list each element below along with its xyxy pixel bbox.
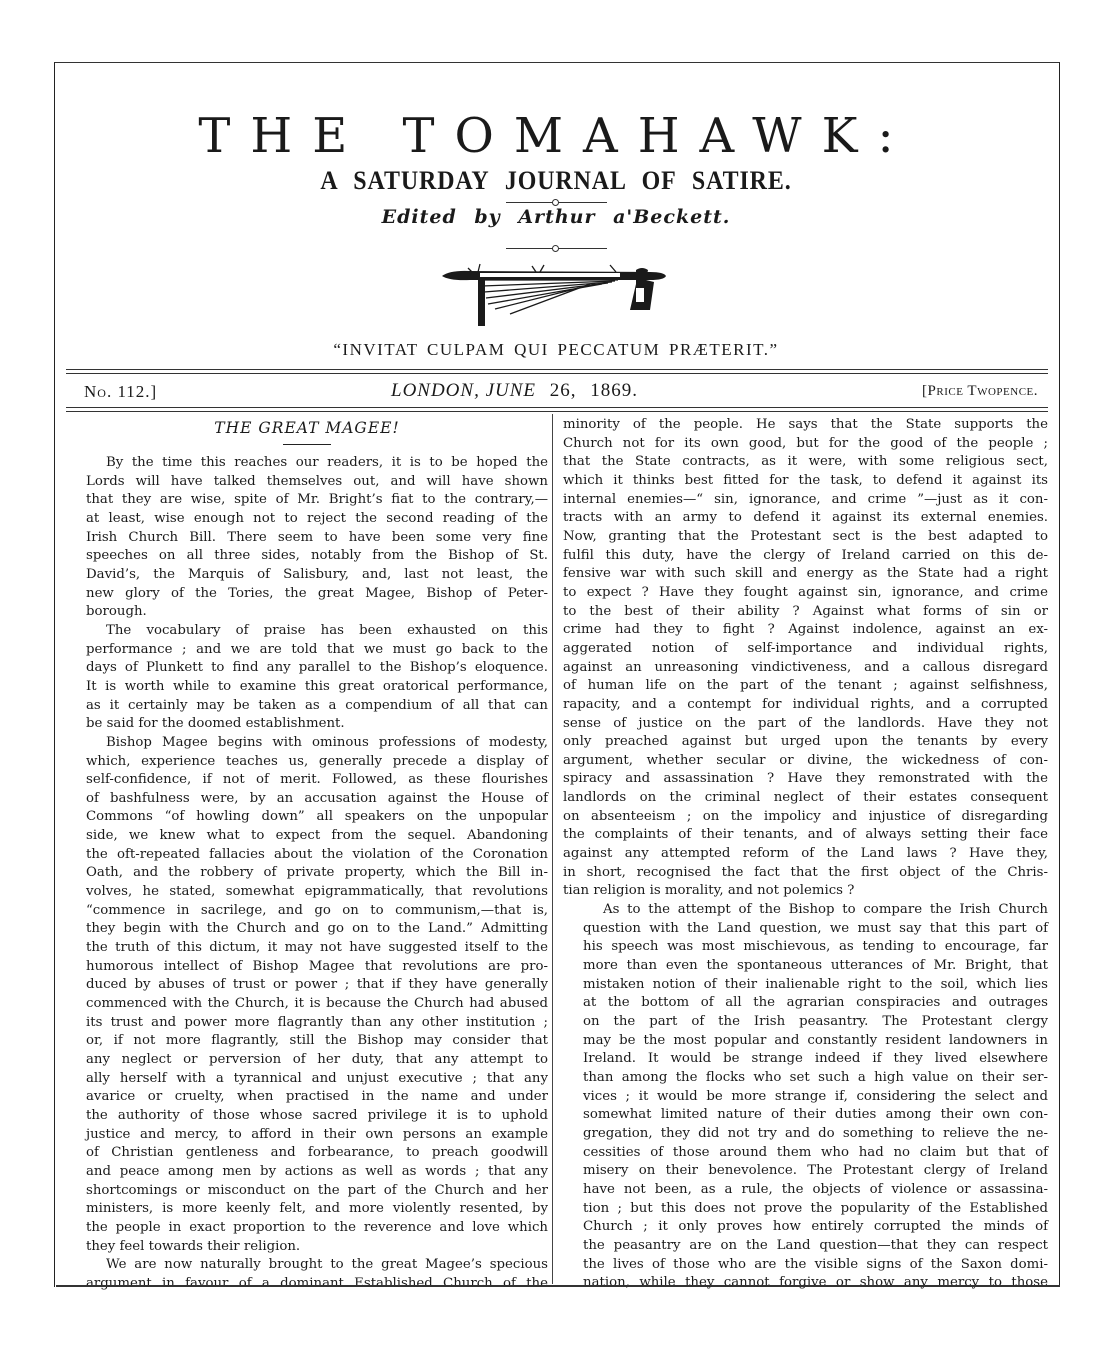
article-paragraph xyxy=(66,622,548,734)
text-line: misery on their benevolence. The Protestant clergy of Ireland xyxy=(583,1163,1048,1179)
text-line: Irish Church Bill. There seem to have been some very fine xyxy=(86,529,548,545)
text-line: landlords on the criminal neglect of their estates consequent xyxy=(563,790,1048,806)
masthead-subtitle: A SATURDAY JOURNAL OF SATIRE. xyxy=(320,166,792,195)
text-line: at the bottom of all the agrarian conspiracies and outrages xyxy=(583,995,1048,1011)
column-divider xyxy=(552,414,553,1284)
title-rule xyxy=(283,444,331,445)
text-line: which it thinks best fitted for the task, to defend it against its xyxy=(563,472,1048,488)
text-line: fensive war with such skill and energy as the State had a right xyxy=(563,566,1048,582)
text-line: to expect ? Have they fought against sin, ignorance, and crime xyxy=(563,584,1048,600)
article-title: THE GREAT MAGEE! xyxy=(214,419,400,437)
text-line: rapacity, and a contempt for individual rights, and a corrupted xyxy=(563,696,1048,712)
text-line: tracts with an army to defend it against its external enemies. xyxy=(563,510,1048,526)
text-line: that they are wise, spite of Mr. Bright’s fiat to the contrary,— xyxy=(86,492,548,508)
text-line: nation, while they cannot forgive or show any mercy to those xyxy=(583,1275,1048,1291)
rule-below-dateline-2 xyxy=(66,411,1048,412)
article-paragraph xyxy=(66,734,548,1256)
text-line: more than even the spontaneous utterances of Mr. Bright, that xyxy=(583,958,1048,974)
price: [Price Twopence. xyxy=(922,383,1038,399)
text-line: Oath, and the robbery of private property, which the Bill in- xyxy=(86,865,548,881)
text-line: speeches on all three sides, notably from the Bishop of St. xyxy=(86,548,548,564)
text-line: self-confidence, if not of merit. Followed, as these flourishes xyxy=(86,772,548,788)
text-line: argument in favour of a dominant Established Church of the xyxy=(86,1275,548,1291)
text-line: days of Plunkett to find any parallel to the Bishop’s eloquence. xyxy=(86,660,548,676)
text-line: tian religion is morality, and not polemics ? xyxy=(563,883,855,899)
issue-date xyxy=(391,380,638,402)
text-line: By the time this reaches our readers, it is to be hoped the xyxy=(106,455,548,470)
text-line: the oft-repeated fallacies about the violation of the Coronation xyxy=(86,846,548,862)
text-line: than among the flocks who set such a high value on their ser- xyxy=(583,1069,1048,1085)
text-line: As to the attempt of the Bishop to compare the Irish Church xyxy=(603,902,1048,918)
text-line: The vocabulary of praise has been exhausted on this xyxy=(106,622,548,638)
ornament-dot-bottom xyxy=(552,245,559,252)
text-line: on the part of the Irish peasantry. The Protestant clergy xyxy=(583,1014,1048,1029)
text-line: It is worth while to examine this great oratorical performance, xyxy=(86,678,548,694)
text-line: aggerated notion of self-importance and individual rights, xyxy=(563,640,1048,656)
text-line: vices ; it would be more strange if, considering the select and xyxy=(583,1088,1048,1104)
text-line: and peace among men by actions as well as words ; that any xyxy=(86,1163,548,1179)
text-line: against an unreasoning vindictiveness, and a callous disregard xyxy=(563,659,1048,675)
text-line: the authority of those whose sacred privilege it is to uphold xyxy=(86,1107,548,1123)
article-paragraph xyxy=(563,416,1048,901)
text-line: they begin with the Church and go on to the Land.” Admitting xyxy=(86,921,548,937)
text-line: of Christian gentleness and forbearance, to preach goodwill xyxy=(86,1145,548,1161)
text-line: avarice or cruelty, when practised in the name and under xyxy=(86,1089,548,1105)
text-line: borough. xyxy=(86,604,147,620)
text-line: side, we knew what to expect from the sequel. Abandoning xyxy=(86,828,548,844)
text-line: Church not for its own good, but for the good of the people ; xyxy=(563,435,1048,451)
text-line: volves, he stated, somewhat epigrammatically, that revolutions xyxy=(86,884,548,900)
article-paragraph xyxy=(563,901,1048,1293)
text-line: justice and mercy, to afford in their own persons an example xyxy=(86,1126,548,1142)
text-line: Bishop Magee begins with ominous professions of modesty, xyxy=(106,734,548,750)
text-line: the lives of those who are the visible signs of the Saxon domi- xyxy=(583,1256,1048,1272)
text-line: any neglect or perversion of her duty, that any attempt to xyxy=(86,1052,548,1067)
text-line: duced by abuses of trust or power ; that if they have generally xyxy=(86,977,548,993)
text-line: sense of justice on the part of the landlords. Have they not xyxy=(563,715,1048,731)
text-line: of human life on the part of the tenant ; against selfishness, xyxy=(563,678,1048,694)
motto: “INVITAT CULPAM QUI PECCATUM PRÆTERIT.” xyxy=(333,340,779,359)
text-line: fulfil this duty, have the clergy of Ireland carried on this de- xyxy=(563,547,1048,563)
text-line: gregation, they did not try and do something to relieve the ne- xyxy=(583,1125,1048,1141)
text-line: Now, granting that the Protestant sect is the best adapted to xyxy=(563,528,1048,544)
text-line: be said for the doomed establishment. xyxy=(86,716,345,732)
text-line: at least, wise enough not to reject the second reading of the xyxy=(86,510,548,526)
text-line: the people in exact proportion to the reverence and love which xyxy=(86,1219,548,1235)
text-line: only preached against but urged upon the tenants by every xyxy=(563,734,1048,750)
text-line: spiracy and assassination ? Have they remonstrated with the xyxy=(563,771,1048,787)
text-line: its trust and power more flagrantly than any other institution ; xyxy=(86,1014,548,1030)
text-line: on absenteeism ; on the impolicy and injustice of disregarding xyxy=(563,808,1048,824)
text-line: shortcomings or misconduct on the part of the Church and her xyxy=(86,1182,548,1198)
text-line: argument, whether secular or divine, the wickedness of con- xyxy=(563,752,1048,768)
text-line: or, if not more flagrantly, still the Bishop may consider that xyxy=(86,1033,548,1049)
dateline xyxy=(66,382,1048,406)
place-month: LONDON, JUNE xyxy=(391,380,537,401)
text-line: new glory of the Tories, the great Magee, Bishop of Peter- xyxy=(86,585,548,601)
rule-below-dateline-1 xyxy=(66,407,1048,408)
text-line: commenced with the Church, it is because the Church had abused xyxy=(86,996,548,1012)
text-line: Lords will have talked themselves out, and will have shown xyxy=(86,473,548,489)
left-column xyxy=(66,416,548,1294)
text-line: mistaken notion of their inalienable right to the soil, which lies xyxy=(583,976,1048,992)
text-line: have not been, as a rule, the objects of violence or assassina- xyxy=(583,1181,1048,1197)
text-line: his speech was most mischievous, as tending to encourage, far xyxy=(583,939,1048,955)
text-line: ministers, is more keenly felt, and more violently resented, by xyxy=(86,1201,548,1217)
masthead-title: THE TOMAHAWK: xyxy=(198,108,914,164)
text-line: they feel towards their religion. xyxy=(86,1238,301,1254)
right-column xyxy=(563,416,1048,1293)
left-column-body xyxy=(66,454,548,1294)
text-line: David’s, the Marquis of Salisbury, and, last not least, the xyxy=(86,566,548,582)
text-line: humorous intellect of Bishop Magee that revolutions are pro- xyxy=(86,958,548,974)
ornament-dot-top xyxy=(552,199,559,206)
text-line: cessities of those around them who had no claim but that of xyxy=(583,1144,1048,1160)
article-paragraph xyxy=(66,454,548,622)
text-line: minority of the people. He says that the State supports the xyxy=(563,417,1048,432)
text-line: Commons “of howling down” all speakers on the unpopular xyxy=(86,809,548,825)
text-line: that the State contracts, as it were, with some religious sect, xyxy=(563,454,1048,470)
text-line: in short, recognised the fact that the first object of the Chris- xyxy=(563,864,1048,880)
text-line: “commence in sacrilege, and go on to communism,—that is, xyxy=(86,902,548,918)
issue-day: 26, xyxy=(549,380,577,401)
text-line: crime had they to fight ? Against indolence, against an ex- xyxy=(563,622,1048,638)
text-line: We are now naturally brought to the great Magee’s specious xyxy=(106,1257,548,1273)
issue-number: No. 112.] xyxy=(84,382,158,401)
text-line: to the best of their ability ? Against what forms of sin or xyxy=(563,603,1048,619)
text-line: internal enemies—“ sin, ignorance, and crime ”—just as it con- xyxy=(563,491,1048,507)
issue-year: 1869. xyxy=(590,380,639,401)
right-column-body xyxy=(563,416,1048,1293)
text-line: Church ; it only proves how entirely corrupted the minds of xyxy=(583,1219,1048,1235)
bottom-rule xyxy=(56,1285,1060,1287)
text-line: ally herself with a tyrannical and unjust executive ; that any xyxy=(86,1070,548,1086)
text-line: somewhat limited nature of their duties among their own con- xyxy=(583,1107,1048,1123)
text-line: the complaints of their tenants, and of always setting their face xyxy=(563,827,1048,843)
text-line: of bashfulness were, by an accusation against the House of xyxy=(86,790,548,806)
rule-above-dateline-2 xyxy=(66,373,1048,374)
text-line: performance ; and we are told that we must go back to the xyxy=(86,641,548,657)
text-line: as it certainly may be taken as a compendium of all that can xyxy=(86,697,548,713)
text-line: which, experience teaches us, generally precede a display of xyxy=(86,753,548,769)
text-line: Ireland. It would be strange indeed if they lived elsewhere xyxy=(583,1051,1048,1067)
article-paragraph xyxy=(66,1256,548,1293)
text-line: against any attempted reform of the Land laws ? Have they, xyxy=(563,846,1048,862)
text-line: question with the Land question, we must say that this part of xyxy=(583,920,1048,936)
text-line: tion ; but this does not prove the popularity of the Established xyxy=(583,1200,1048,1216)
editor-line: Edited by Arthur a'Beckett. xyxy=(381,206,731,228)
text-line: the truth of this dictum, it may not have suggested itself to the xyxy=(86,940,548,956)
text-line: the peasantry are on the Land question—that they can respect xyxy=(583,1237,1048,1253)
rule-above-dateline-1 xyxy=(66,369,1048,370)
text-line: may be the most popular and constantly resident landowners in xyxy=(583,1032,1048,1048)
tomahawk-emblem-icon xyxy=(440,262,670,332)
